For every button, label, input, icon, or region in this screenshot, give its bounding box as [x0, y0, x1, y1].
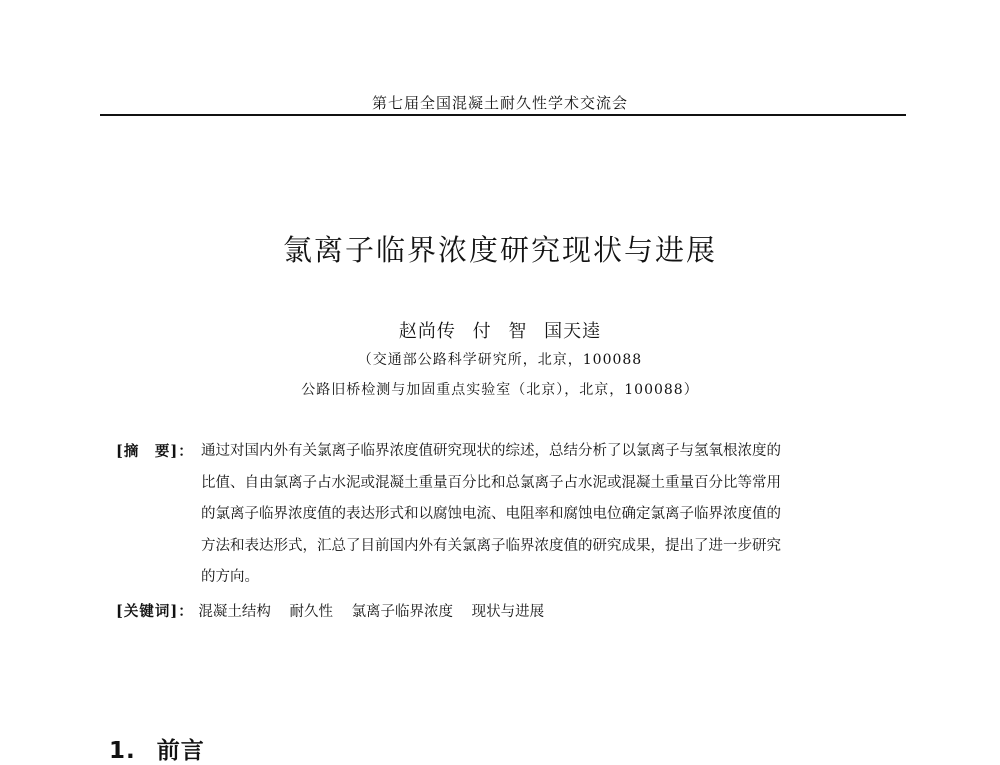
section-heading — [109, 732, 205, 765]
affiliation-line: （交通部公路科学研究所，北京，100088 — [357, 352, 643, 368]
abstract-line: 方法和表达形式，汇总了目前国内外有关氯离子临界浓度值的研究成果，提出了进一步研究 — [201, 537, 781, 554]
abstract-line: 的方向。 — [201, 569, 259, 585]
keyword: 混凝土结构 — [198, 604, 271, 620]
abstract-body — [201, 436, 907, 594]
affiliation-line: 公路旧桥检测与加固重点实验室（北京），北京，100088） — [301, 382, 699, 398]
keyword: 氯离子临界浓度 — [351, 604, 454, 620]
abstract-line: 的氯离子临界浓度值的表达形式和以腐蚀电流、电阻率和腐蚀电位确定氯离子临界浓度值的 — [201, 506, 781, 522]
keywords-label: [关键词]： — [116, 603, 194, 620]
keyword: 耐久性 — [289, 604, 333, 620]
author-name: 赵尚传 — [398, 321, 456, 342]
keyword: 现状与进展 — [471, 604, 545, 620]
keywords — [116, 596, 916, 629]
abstract-label: [摘 要]： — [116, 443, 194, 460]
header-rule — [100, 114, 906, 116]
author-name: 国天逵 — [544, 321, 602, 342]
abstract-line: 通过对国内外有关氯离子临界浓度值研究现状的综述，总结分析了以氯离子与氢氧根浓度的 — [201, 443, 781, 459]
running-header: 第七届全国混凝土耐久性学术交流会 — [371, 94, 628, 112]
section-title: 前言 — [156, 738, 205, 764]
author-list — [0, 317, 1000, 343]
paper-title: 氯离子临界浓度研究现状与进展 — [282, 233, 717, 267]
section-number: 1. — [109, 738, 136, 764]
abstract-line: 比值、自由氯离子占水泥或混凝土重量百分比和总氯离子占水泥或混凝土重量百分比等常用 — [201, 474, 781, 491]
author-name: 付 智 — [472, 321, 528, 342]
